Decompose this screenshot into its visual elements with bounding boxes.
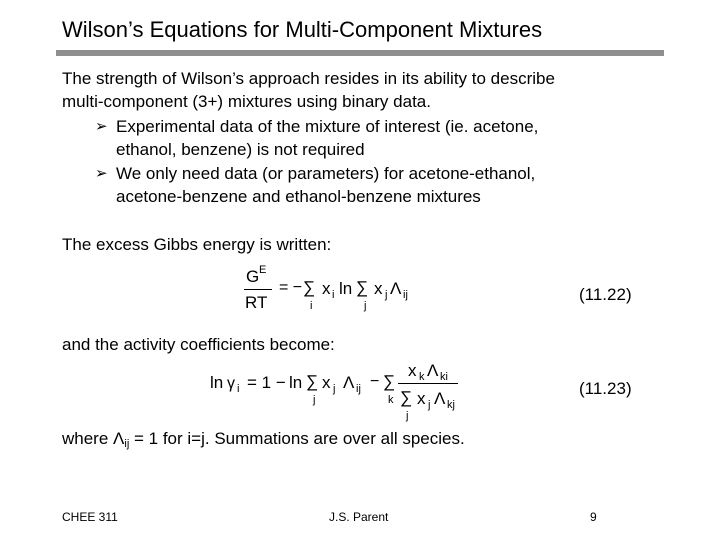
eq1-x2-sub: j <box>385 289 388 301</box>
eq1-x2: x <box>374 279 383 298</box>
where-suffix: = 1 for i=j. Summations are over all species. <box>129 429 465 448</box>
eq1-lambda: Λ <box>390 279 402 298</box>
activity-text: and the activity coefficients become: <box>62 335 335 354</box>
equation-number-11-23: (11.23) <box>579 379 632 398</box>
eq1-lambda-sub: ij <box>403 289 408 301</box>
title-divider <box>56 50 664 56</box>
eq2-sum-1: ∑ <box>306 372 319 391</box>
eq2-sum-1-index: j <box>313 394 316 406</box>
eq2-gamma: γ <box>227 375 235 392</box>
eq2-x: x <box>322 373 331 392</box>
eq1-RT: RT <box>245 293 268 312</box>
eq2-x-sub: j <box>333 383 336 395</box>
eq2-ln: ln <box>210 373 224 392</box>
eq2-equals-one-minus: = 1 − <box>247 373 286 392</box>
intro-line-1: The strength of Wilson’s approach resides in its ability to describe <box>62 69 555 88</box>
arrow-bullet-icon: ➢ <box>95 165 108 182</box>
footer-author: J.S. Parent <box>329 510 389 524</box>
eq1-x: x <box>322 279 331 298</box>
footer-page-number: 9 <box>590 510 597 524</box>
footer-course: CHEE 311 <box>62 510 118 524</box>
where-prefix: where <box>62 429 114 448</box>
eq2-lambda-sub: ij <box>356 383 361 395</box>
eq2-den-sum-index: j <box>406 410 409 422</box>
eq2-sum-2-index: k <box>388 394 394 406</box>
eq1-sum-1: ∑ <box>303 278 316 297</box>
where-text <box>62 427 465 456</box>
slide-title: Wilson’s Equations for Multi-Component Mixtures <box>62 17 543 42</box>
eq2-den-lambda: Λ <box>434 389 446 408</box>
eq2-den-lambda-sub: kj <box>447 399 455 411</box>
eq1-fraction-bar <box>244 289 272 290</box>
eq1-ln: ln <box>339 279 353 298</box>
eq1-sum-2-index: j <box>364 300 367 312</box>
intro-line-2: multi-component (3+) mixtures using binary data. <box>62 92 431 111</box>
eq2-lambda: Λ <box>343 373 355 392</box>
bullet-1-line-2: ethanol, benzene) is not required <box>116 140 365 159</box>
bullet-2-line-1: We only need data (or parameters) for acetone-ethanol, <box>116 164 536 183</box>
eq2-num-lambda-sub: ki <box>440 371 448 383</box>
eq1-sum-1-index: i <box>310 300 313 312</box>
eq2-num-x-sub: k <box>419 371 425 383</box>
where-lambda-sub: ij <box>124 438 130 450</box>
eq2-den-x-sub: j <box>428 399 431 411</box>
bullet-1-line-1: Experimental data of the mixture of interest (ie. acetone, <box>116 117 539 136</box>
eq2-ln-2: ln <box>289 373 303 392</box>
excess-gibbs-text: The excess Gibbs energy is written: <box>62 235 332 254</box>
eq1-x-sub: i <box>332 289 335 301</box>
where-lambda: Λ <box>113 429 125 448</box>
eq2-den-x: x <box>417 389 426 408</box>
eq2-fraction-bar <box>398 383 458 384</box>
eq2-sum-2: ∑ <box>383 372 396 391</box>
eq2-minus: − <box>370 373 380 390</box>
eq1-equals-minus: = − <box>279 279 303 296</box>
bullet-2-line-2: acetone-benzene and ethanol-benzene mixtures <box>116 187 481 206</box>
eq1-sum-2: ∑ <box>356 278 369 297</box>
eq1-G: G <box>246 267 260 286</box>
eq2-num-x: x <box>408 361 417 380</box>
arrow-bullet-icon: ➢ <box>95 118 108 135</box>
eq2-gamma-sub: i <box>237 383 240 395</box>
eq2-num-lambda: Λ <box>427 361 439 380</box>
equation-number-11-22: (11.22) <box>579 285 632 304</box>
eq1-E: E <box>259 264 267 276</box>
eq2-den-sum: ∑ <box>400 388 413 407</box>
